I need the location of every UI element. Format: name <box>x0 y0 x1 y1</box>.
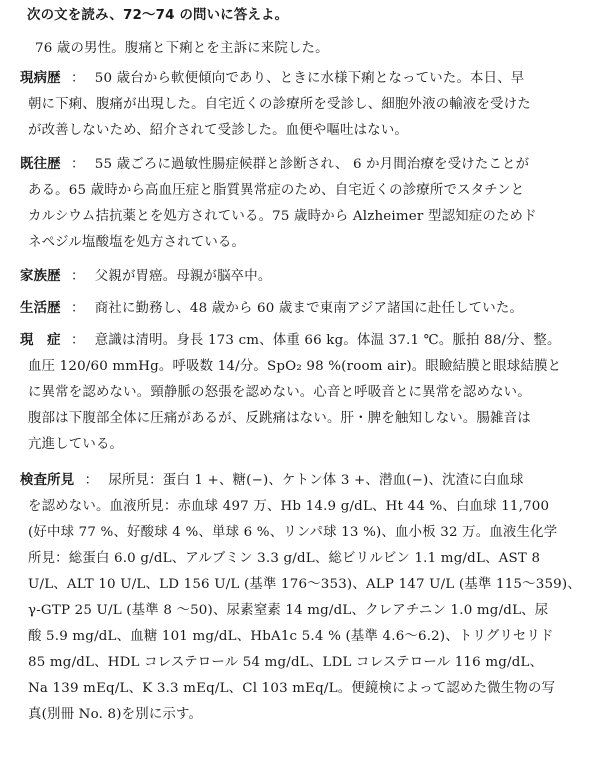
past-history-line: ある。65 歳時から高血圧症と脂質異常症のため、自宅近くの診療所でスタチンと <box>28 183 525 198</box>
past-history-label: 既往歴 <box>20 157 61 172</box>
present-illness-label: 現病歴 <box>20 71 61 86</box>
past-history-heading <box>20 152 585 178</box>
social-history-heading <box>20 296 585 322</box>
present-findings-line: 腹部は下腹部全体に圧痛があるが、反跳痛はない。肝・脾を触知しない。腸雑音は <box>28 411 531 426</box>
separator: ： <box>70 301 85 316</box>
past-history-line: カルシウム拮抗薬とを処方されている。75 歳時から Alzheimer 型認知症のためド <box>28 209 537 224</box>
lab-findings-line: Na 139 mEq/L、K 3.3 mEq/L、Cl 103 mEq/L。便鏡検によって認めた微生物の写 <box>28 681 556 696</box>
family-history-heading <box>20 264 585 290</box>
lab-findings-line: 所見：総蛋白 6.0 g/dL、アルブミン 3.3 g/dL、総ビリルビン 1.1 mg/dL、AST 8 <box>28 551 541 566</box>
present-findings-line: 意識は清明。身長 173 cm、体重 66 kg。体温 37.1 ℃。脈拍 88/分、整。 <box>94 333 561 348</box>
separator: ： <box>70 157 85 172</box>
separator: ： <box>70 71 85 86</box>
family-history-label: 家族歴 <box>20 269 61 284</box>
question-intro: 次の文を読み、72〜74 の問いに答えよ。 <box>27 8 289 23</box>
lab-findings-line: 85 mg/dL、HDL コレステロール 54 mg/dL、LDL コレステロール 116 mg/dL、 <box>28 655 544 670</box>
present-illness-line: 朝に下痢、腹痛が出現した。自宅近くの診療所を受診し、細胞外液の輸液を受けた <box>28 97 531 112</box>
present-findings-line: に異常を認めない。頸静脈の怒張を認めない。心音と呼吸音とに異常を認めない。 <box>28 385 531 400</box>
lab-findings-line: γ-GTP 25 U/L (基準 8 〜50)、尿素窒素 14 mg/dL、クレアチニン 1.0 mg/dL、尿 <box>28 603 549 618</box>
lab-findings-line: U/L、ALT 10 U/L、LD 156 U/L (基準 176〜353)、ALP 147 U/L (基準 115〜359)、 <box>28 577 581 592</box>
lab-findings-line: (好中球 77 %、好酸球 4 %、単球 6 %、リンパ球 13 %)、血小板 32 万。血液生化学 <box>28 525 558 540</box>
separator: ： <box>70 333 85 348</box>
present-illness-line: 50 歳台から軟便傾向であり、ときに水様下痢となっていた。本日、早 <box>94 71 525 86</box>
lab-findings-line: 尿所見：蛋白 1 +、糖(−)、ケトン体 3 +、潜血(−)、沈渣に白血球 <box>108 473 524 488</box>
past-history-line: 55 歳ごろに過敏性腸症候群と診断され、 6 か月間治療を受けたことが <box>94 157 530 172</box>
present-illness-heading <box>20 66 585 92</box>
family-history-line: 父親が胃癌。母親が脳卒中。 <box>94 269 272 284</box>
social-history-line: 商社に勤務し、48 歳から 60 歳まで東南アジア諸国に赴任していた。 <box>94 301 524 316</box>
separator: ： <box>70 269 85 284</box>
lab-findings-label: 検査所見 <box>20 473 75 488</box>
lab-findings-heading <box>20 468 585 494</box>
present-findings-label: 現 症 <box>20 333 61 348</box>
present-illness-line: が改善しないため、紹介されて受診した。血便や嘔吐はない。 <box>28 123 408 138</box>
lab-findings-line: を認めない。血液所見：赤血球 497 万、Hb 14.9 g/dL、Ht 44 %、白血球 11,700 <box>28 499 550 514</box>
lab-findings-line: 酸 5.9 mg/dL、血糖 101 mg/dL、HbA1c 5.4 % (基準 4.6〜6.2)、トリグリセリド <box>28 629 554 644</box>
present-findings-heading <box>20 328 585 354</box>
past-history-line: ネペジル塩酸塩を処方されている。 <box>28 235 246 250</box>
present-findings-line: 亢進している。 <box>28 437 124 452</box>
lab-findings-line: 真(別冊 No. 8)を別に示す。 <box>28 707 203 722</box>
social-history-label: 生活歴 <box>20 301 61 316</box>
separator: ： <box>84 473 99 488</box>
patient-summary: 76 歳の男性。腹痛と下痢とを主訴に来院した。 <box>35 41 329 56</box>
present-findings-line: 血圧 120/60 mmHg。呼吸数 14/分。SpO₂ 98 %(room air)。眼瞼結膜と眼球結膜と <box>28 359 562 374</box>
